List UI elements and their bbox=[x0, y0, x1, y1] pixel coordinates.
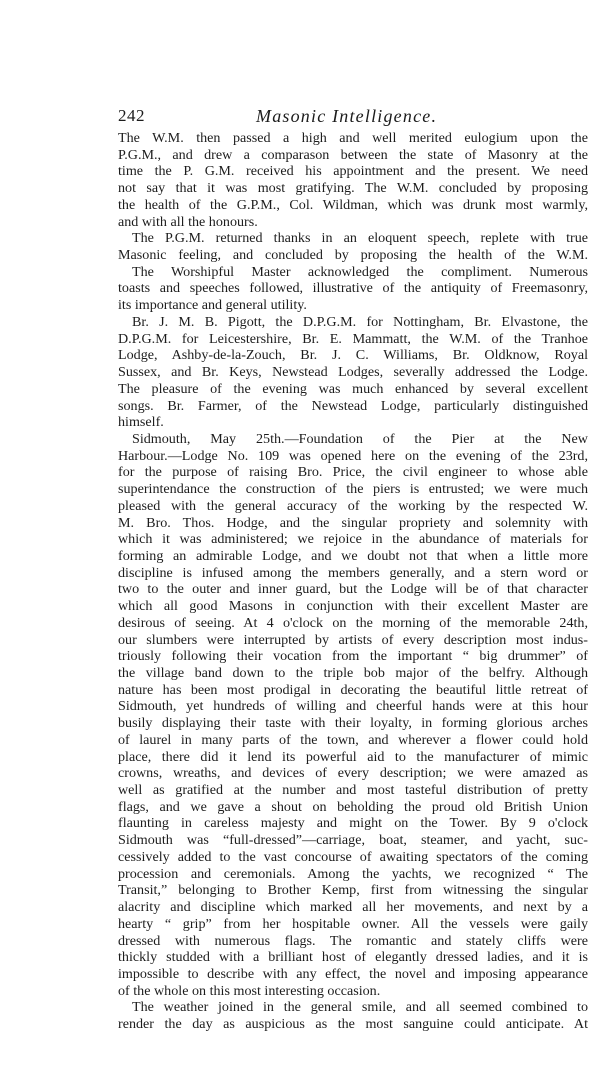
text-line: The pleasure of the evening was much enhanced by several excellent bbox=[118, 380, 588, 397]
text-line: busily displaying their taste with their loyalty, in forming glorious arches bbox=[118, 715, 588, 732]
text-line: place, there did it lend its powerful aid to the manufacturer of mimic bbox=[118, 748, 588, 765]
text-line: triously following their vocation from the important “ big drummer” of bbox=[118, 648, 588, 665]
running-title: Masonic Intelligence. bbox=[256, 106, 438, 126]
text-line: render the day as auspicious as the most sanguine could anticipate. At bbox=[118, 1016, 588, 1033]
text-line: alacrity and discipline which marked all her movements, and next by a bbox=[118, 899, 588, 916]
text-line: songs. Br. Farmer, of the Newstead Lodge, particularly distinguished bbox=[118, 397, 588, 414]
running-head bbox=[118, 106, 586, 130]
text-line: forming an admirable Lodge, and we doubt not that when a little more bbox=[118, 547, 588, 564]
text-line: for the purpose of raising Bro. Price, the civil engineer to whose able bbox=[118, 464, 588, 481]
text-line: Br. J. M. B. Pigott, the D.P.G.M. for Nottingham, Br. Elvastone, the bbox=[132, 313, 588, 330]
text-line: nature has been most prodigal in decorating the beautiful little retreat of bbox=[118, 681, 588, 698]
text-line: which it was administered; we rejoice in the abundance of materials for bbox=[118, 531, 588, 548]
text-line: cessively added to the vast concourse of awaiting spectators of the coming bbox=[118, 848, 588, 865]
text-line: our slumbers were interrupted by artists of every description most indus- bbox=[118, 631, 588, 648]
text-line: flags, and we gave a shout on beholding the proud old British Union bbox=[118, 798, 588, 815]
text-line: time the P. G.M. received his appointment and the present. We need bbox=[118, 163, 588, 180]
text-line: desirous of seeing. At 4 o'clock on the morning of the memorable 24th, bbox=[118, 614, 588, 631]
text-line: which all good Masons in conjunction with their excellent Master are bbox=[118, 598, 588, 615]
page-number: 242 bbox=[118, 106, 145, 125]
text-line: M. Bro. Thos. Hodge, and the singular propriety and solemnity with bbox=[118, 514, 588, 531]
text-line: and with all the honours. bbox=[118, 213, 258, 230]
text-line: superintendance the construction of the piers is entrusted; we were much bbox=[118, 481, 588, 498]
text-line: toasts and speeches followed, illustrative of the antiquity of Freemasonry, bbox=[118, 280, 588, 297]
text-line: Sidmouth was “full-dressed”—carriage, boat, steamer, and yacht, suc- bbox=[118, 832, 588, 849]
text-line: procession and ceremonials. Among the yachts, we recognized “ The bbox=[118, 865, 588, 882]
text-line: not say that it was most gratifying. The W.M. concluded by proposing bbox=[118, 180, 588, 197]
text-line: the village band down to the triple bob major of the belfry. Although bbox=[118, 665, 588, 681]
text-line: P.G.M., and drew a comparason between the state of Masonry at the bbox=[118, 146, 588, 163]
text-line: thickly studded with a brilliant host of elegantly dressed ladies, and it is bbox=[118, 949, 588, 966]
text-line: dressed with numerous flags. The romantic and stately cliffs were bbox=[118, 932, 588, 949]
text-line: crowns, wreaths, and devices of every description; we were amazed as bbox=[118, 765, 588, 782]
text-line: well as gratified at the number and most tasteful distribution of pretty bbox=[118, 782, 588, 799]
text-line: the health of the G.P.M., Col. Wildman, which was drunk most warmly, bbox=[118, 196, 588, 213]
text-line: its importance and general utility. bbox=[118, 297, 307, 314]
text-line: flaunting in careless majesty and might on the Tower. By 9 o'clock bbox=[118, 815, 588, 832]
text-line: The P.G.M. returned thanks in an eloquent speech, replete with true bbox=[132, 230, 588, 247]
text-line: Sussex, and Br. Keys, Newstead Lodges, severally addressed the Lodge. bbox=[118, 364, 588, 381]
text-line: of the whole on this most interesting occasion. bbox=[118, 982, 381, 999]
text-line: two to the outer and inner guard, but the Lodge will be of that character bbox=[118, 581, 588, 598]
text-line: of laurel in many parts of the town, and wherever a flower could hold bbox=[118, 731, 588, 748]
text-line: Lodge, Ashby-de-la-Zouch, Br. J. C. Williams, Br. Oldknow, Royal bbox=[118, 347, 588, 364]
body-text bbox=[118, 130, 588, 1033]
text-line: D.P.G.M. for Leicestershire, Br. E. Mammatt, the W.M. of the Tranhoe bbox=[118, 330, 588, 347]
text-line: Transit,” belonging to Brother Kemp, first from witnessing the singular bbox=[118, 882, 588, 899]
text-line: Sidmouth, yet hundreds of willing and cheerful hands were at this hour bbox=[118, 698, 588, 715]
text-line: discipline is infused among the members generally, and a stern word or bbox=[118, 564, 588, 581]
text-line: Sidmouth, May 25th.—Foundation of the Pier at the New bbox=[132, 430, 588, 447]
text-line: impossible to describe with any effect, the novel and imposing appearance bbox=[118, 965, 588, 982]
text-line: The Worshipful Master acknowledged the compliment. Numerous bbox=[132, 263, 588, 280]
text-line: himself. bbox=[118, 414, 164, 431]
text-line: The W.M. then passed a high and well merited eulogium upon the bbox=[118, 130, 588, 146]
text-line: The weather joined in the general smile, and all seemed combined to bbox=[132, 999, 588, 1016]
text-line: Masonic feeling, and concluded by proposing the health of the W.M. bbox=[118, 247, 588, 264]
text-line: Harbour.—Lodge No. 109 was opened here on the evening of the 23rd, bbox=[118, 447, 588, 464]
text-line: hearty “ grip” from her hospitable owner. All the vessels were gaily bbox=[118, 915, 588, 932]
text-line: pleased with the general accuracy of the working by the respected W. bbox=[118, 497, 588, 514]
